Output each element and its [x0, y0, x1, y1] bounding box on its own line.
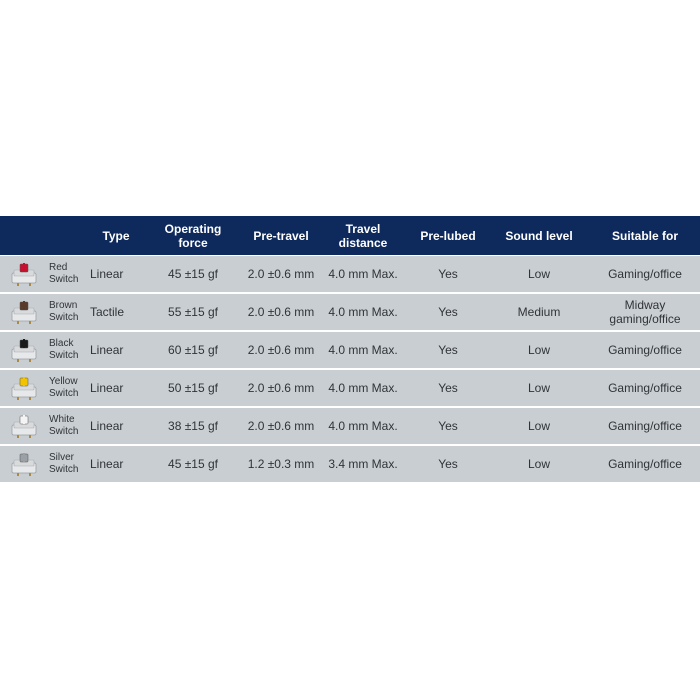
operating-force-cell: 55 ±15 gf	[168, 305, 218, 319]
switch-name: Silver Switch	[49, 452, 79, 475]
switch-name: Yellow Switch	[49, 376, 79, 399]
suitable-for-cell: Gaming/office	[608, 381, 682, 395]
suitable-for-cell: Gaming/office	[608, 419, 682, 433]
type-cell: Linear	[90, 457, 124, 471]
travel-distance-cell: 3.4 mm Max.	[328, 457, 398, 471]
pre-travel-cell: 1.2 ±0.3 mm	[247, 457, 315, 471]
pre-lubed-cell: Yes	[438, 381, 458, 395]
switch-name: Black Switch	[49, 338, 79, 361]
travel-distance-cell: 4.0 mm Max.	[328, 343, 398, 357]
pre-lubed-cell: Yes	[438, 419, 458, 433]
key-switch-icon	[9, 451, 39, 477]
header-pre-lubed: Pre-lubed	[420, 228, 476, 243]
header-sound-level: Sound level	[505, 228, 573, 243]
switch-name: Red Switch	[49, 262, 79, 285]
header-operating-force: Operating force	[164, 221, 222, 250]
pre-travel-cell: 2.0 ±0.6 mm	[247, 305, 315, 319]
operating-force-cell: 50 ±15 gf	[168, 381, 218, 395]
operating-force-cell: 45 ±15 gf	[168, 457, 218, 471]
key-switch-icon	[9, 261, 39, 287]
key-switch-icon	[9, 413, 39, 439]
pre-lubed-cell: Yes	[438, 267, 458, 281]
travel-distance-cell: 4.0 mm Max.	[328, 381, 398, 395]
table-row	[0, 408, 700, 444]
table-row	[0, 370, 700, 406]
switch-comparison-table	[0, 216, 700, 482]
operating-force-cell: 60 ±15 gf	[168, 343, 218, 357]
type-cell: Linear	[90, 343, 124, 357]
sound-level-cell: Low	[527, 381, 550, 395]
type-cell: Linear	[90, 267, 124, 281]
sound-level-cell: Low	[527, 419, 550, 433]
switch-cell	[0, 332, 90, 368]
pre-travel-cell: 2.0 ±0.6 mm	[247, 343, 315, 357]
header-pre-travel: Pre-travel	[253, 228, 309, 243]
sound-level-cell: Low	[527, 343, 550, 357]
switch-cell	[0, 408, 90, 444]
suitable-for-cell: Gaming/office	[608, 267, 682, 281]
pre-lubed-cell: Yes	[438, 305, 458, 319]
key-switch-icon	[9, 375, 39, 401]
table-row	[0, 446, 700, 482]
pre-travel-cell: 2.0 ±0.6 mm	[247, 419, 315, 433]
travel-distance-cell: 4.0 mm Max.	[328, 305, 398, 319]
sound-level-cell: Medium	[517, 305, 561, 319]
suitable-for-cell: Gaming/office	[608, 343, 682, 357]
operating-force-cell: 45 ±15 gf	[168, 267, 218, 281]
table-header	[0, 216, 700, 255]
table-row	[0, 256, 700, 292]
table-row	[0, 294, 700, 330]
travel-distance-cell: 4.0 mm Max.	[328, 267, 398, 281]
header-type: Type	[102, 228, 130, 243]
type-cell: Tactile	[90, 305, 125, 319]
key-switch-icon	[9, 299, 39, 325]
header-suitable-for: Suitable for	[611, 228, 678, 243]
switch-cell	[0, 446, 90, 482]
type-cell: Linear	[90, 419, 124, 433]
switch-cell	[0, 370, 90, 406]
pre-travel-cell: 2.0 ±0.6 mm	[247, 267, 315, 281]
suitable-for-cell: Gaming/office	[608, 457, 682, 471]
suitable-for-cell: Midway gaming/office	[609, 298, 681, 326]
switch-name: White Switch	[49, 414, 79, 437]
table-row	[0, 332, 700, 368]
switch-cell	[0, 256, 90, 292]
key-switch-icon	[9, 337, 39, 363]
switch-cell	[0, 294, 90, 330]
type-cell: Linear	[90, 381, 124, 395]
header-travel-distance: Travel distance	[338, 221, 388, 250]
pre-travel-cell: 2.0 ±0.6 mm	[247, 381, 315, 395]
pre-lubed-cell: Yes	[438, 343, 458, 357]
pre-lubed-cell: Yes	[438, 457, 458, 471]
travel-distance-cell: 4.0 mm Max.	[328, 419, 398, 433]
header-switch	[0, 216, 90, 255]
sound-level-cell: Low	[527, 457, 550, 471]
operating-force-cell: 38 ±15 gf	[168, 419, 218, 433]
sound-level-cell: Low	[527, 267, 550, 281]
switch-name: Brown Switch	[49, 300, 79, 323]
